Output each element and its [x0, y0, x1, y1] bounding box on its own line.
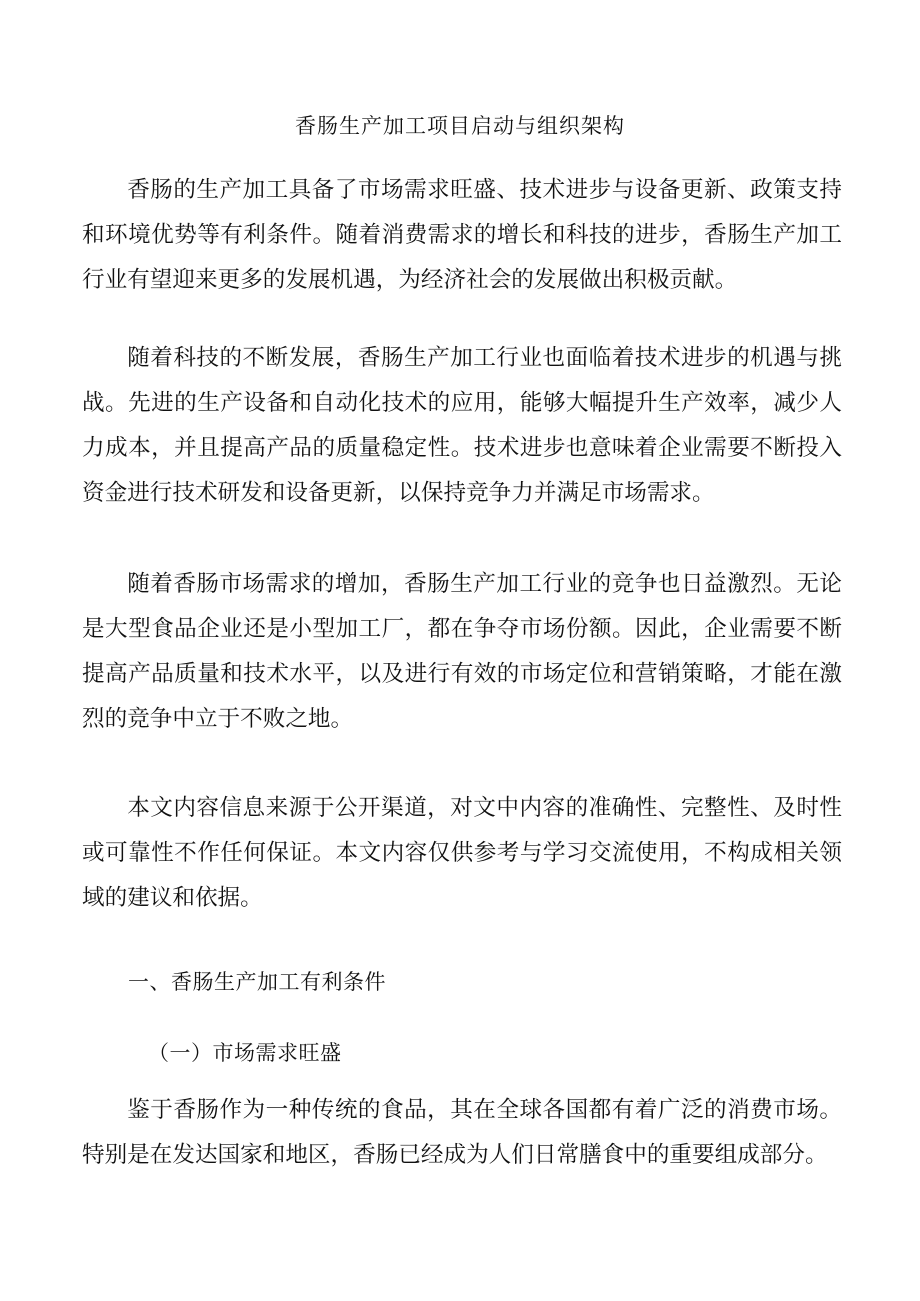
- competition-paragraph: 随着香肠市场需求的增加，香肠生产加工行业的竞争也日益激烈。无论是大型食品企业还是小型加工厂，都在争夺市场份额。因此，企业需要不断提高产品质量和技术水平，以及进行有效的市场定位和营销策略，才能在激烈的竞争中立于不败之地。: [82, 571, 842, 732]
- subsection-heading: （一）市场需求旺盛: [148, 1041, 342, 1065]
- intro-paragraph: 香肠的生产加工具备了市场需求旺盛、技术进步与设备更新、政策支持和环境优势等有利条件。随着消费需求的增长和科技的进步，香肠生产加工行业有望迎来更多的发展机遇，为经济社会的发展做出积极贡献。: [82, 177, 842, 293]
- technology-paragraph: 随着科技的不断发展，香肠生产加工行业也面临着技术进步的机遇与挑战。先进的生产设备和自动化技术的应用，能够大幅提升生产效率，减少人力成本，并且提高产品的质量稳定性。技术进步也意味着企业需要不断投入资金进行技术研发和设备更新，以保持竞争力并满足市场需求。: [82, 345, 842, 506]
- body-paragraph: 鉴于香肠作为一种传统的食品，其在全球各国都有着广泛的消费市场。特别是在发达国家和地区，香肠已经成为人们日常膳食中的重要组成部分。: [82, 1097, 842, 1168]
- document-title: 香肠生产加工项目启动与组织架构: [295, 114, 625, 138]
- section-heading: 一、香肠生产加工有利条件: [128, 970, 386, 994]
- disclaimer-paragraph: 本文内容信息来源于公开渠道，对文中内容的准确性、完整性、及时性或可靠性不作任何保证。本文内容仅供参考与学习交流使用，不构成相关领域的建议和依据。: [82, 795, 842, 911]
